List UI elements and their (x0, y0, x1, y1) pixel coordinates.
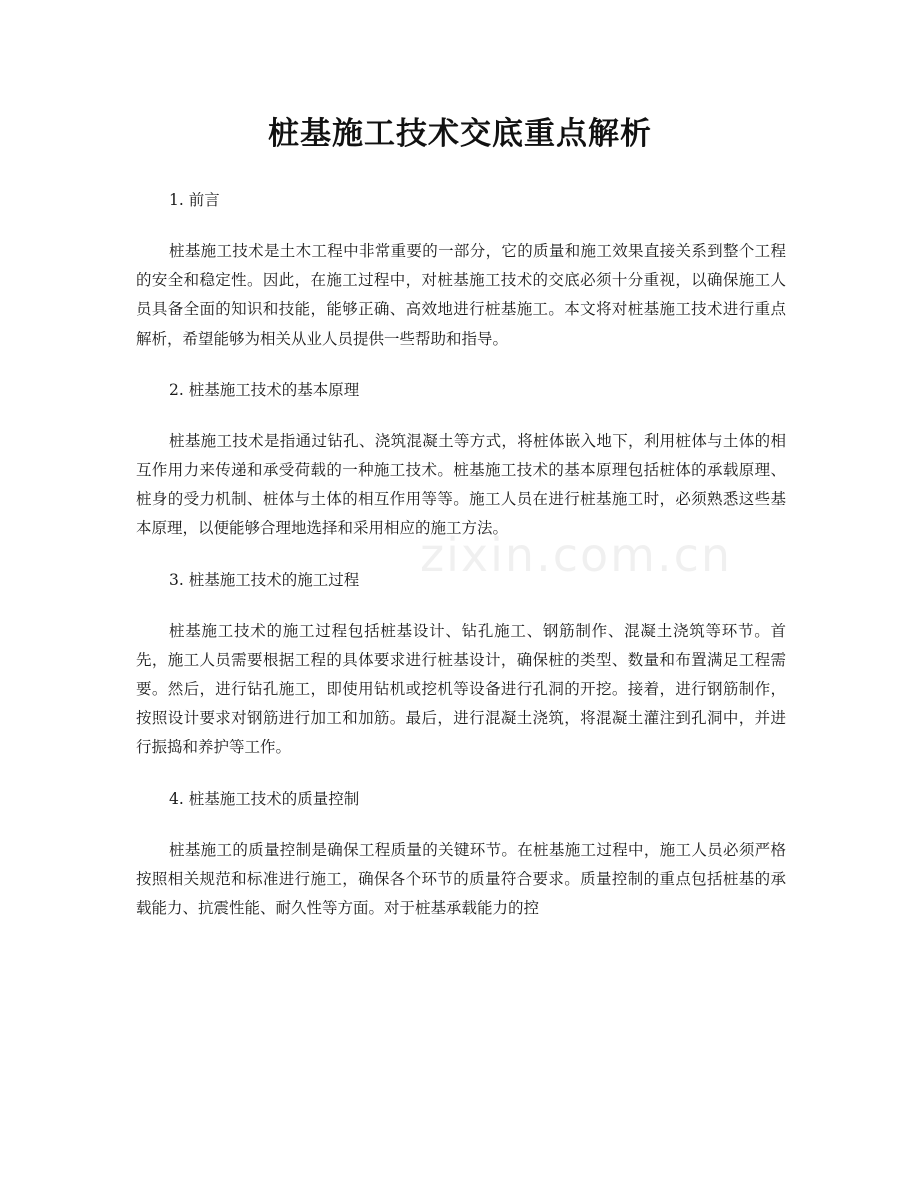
document-body (136, 184, 786, 923)
section-heading-3: 3. 桩基施工技术的施工过程 (169, 570, 360, 589)
section-paragraph-2: 桩基施工技术是指通过钻孔、浇筑混凝土等方式，将桩体嵌入地下，利用桩体与土体的相互作用力来传递和承受荷载的一种施工技术。桩基施工技术的基本原理包括桩体的承载原理、桩身的受力机制、桩体与土体的相互作用等等。施工人员在进行桩基施工时，必须熟悉这些基本原理，以便能够合理地选择和采用相应的施工方法。 (136, 431, 786, 538)
section-heading-1: 1. 前言 (169, 191, 220, 209)
document-title: 桩基施工技术交底重点解析 (268, 116, 652, 152)
section-heading-2: 2. 桩基施工技术的基本原理 (169, 380, 360, 399)
section-paragraph-3: 桩基施工技术的施工过程包括桩基设计、钻孔施工、钢筋制作、混凝土浇筑等环节。首先，施工人员需要根据工程的具体要求进行桩基设计，确保桩的类型、数量和布置满足工程需要。然后，进行钻孔施工，即使用钻机或挖机等设备进行孔洞的开挖。接着，进行钢筋制作，按照设计要求对钢筋进行加工和加筋。最后，进行混凝土浇筑，将混凝土灌注到孔洞中，并进行振捣和养护等工作。 (136, 621, 786, 757)
section-paragraph-1: 桩基施工技术是土木工程中非常重要的一部分，它的质量和施工效果直接关系到整个工程的安全和稳定性。因此，在施工过程中，对桩基施工技术的交底必须十分重视，以确保施工人员具备全面的知识和技能，能够正确、高效地进行桩基施工。本文将对桩基施工技术进行重点解析，希望能够为相关从业人员提供一些帮助和指导。 (136, 242, 786, 348)
watermark: zixin.com.cn (420, 528, 733, 582)
section-heading-4: 4. 桩基施工技术的质量控制 (169, 789, 360, 808)
section-paragraph-4: 桩基施工的质量控制是确保工程质量的关键环节。在桩基施工过程中，施工人员必须严格按照相关规范和标准进行施工，确保各个环节的质量符合要求。质量控制的重点包括桩基的承载能力、抗震性能、耐久性等方面。对于桩基承载能力的控 (136, 840, 786, 918)
